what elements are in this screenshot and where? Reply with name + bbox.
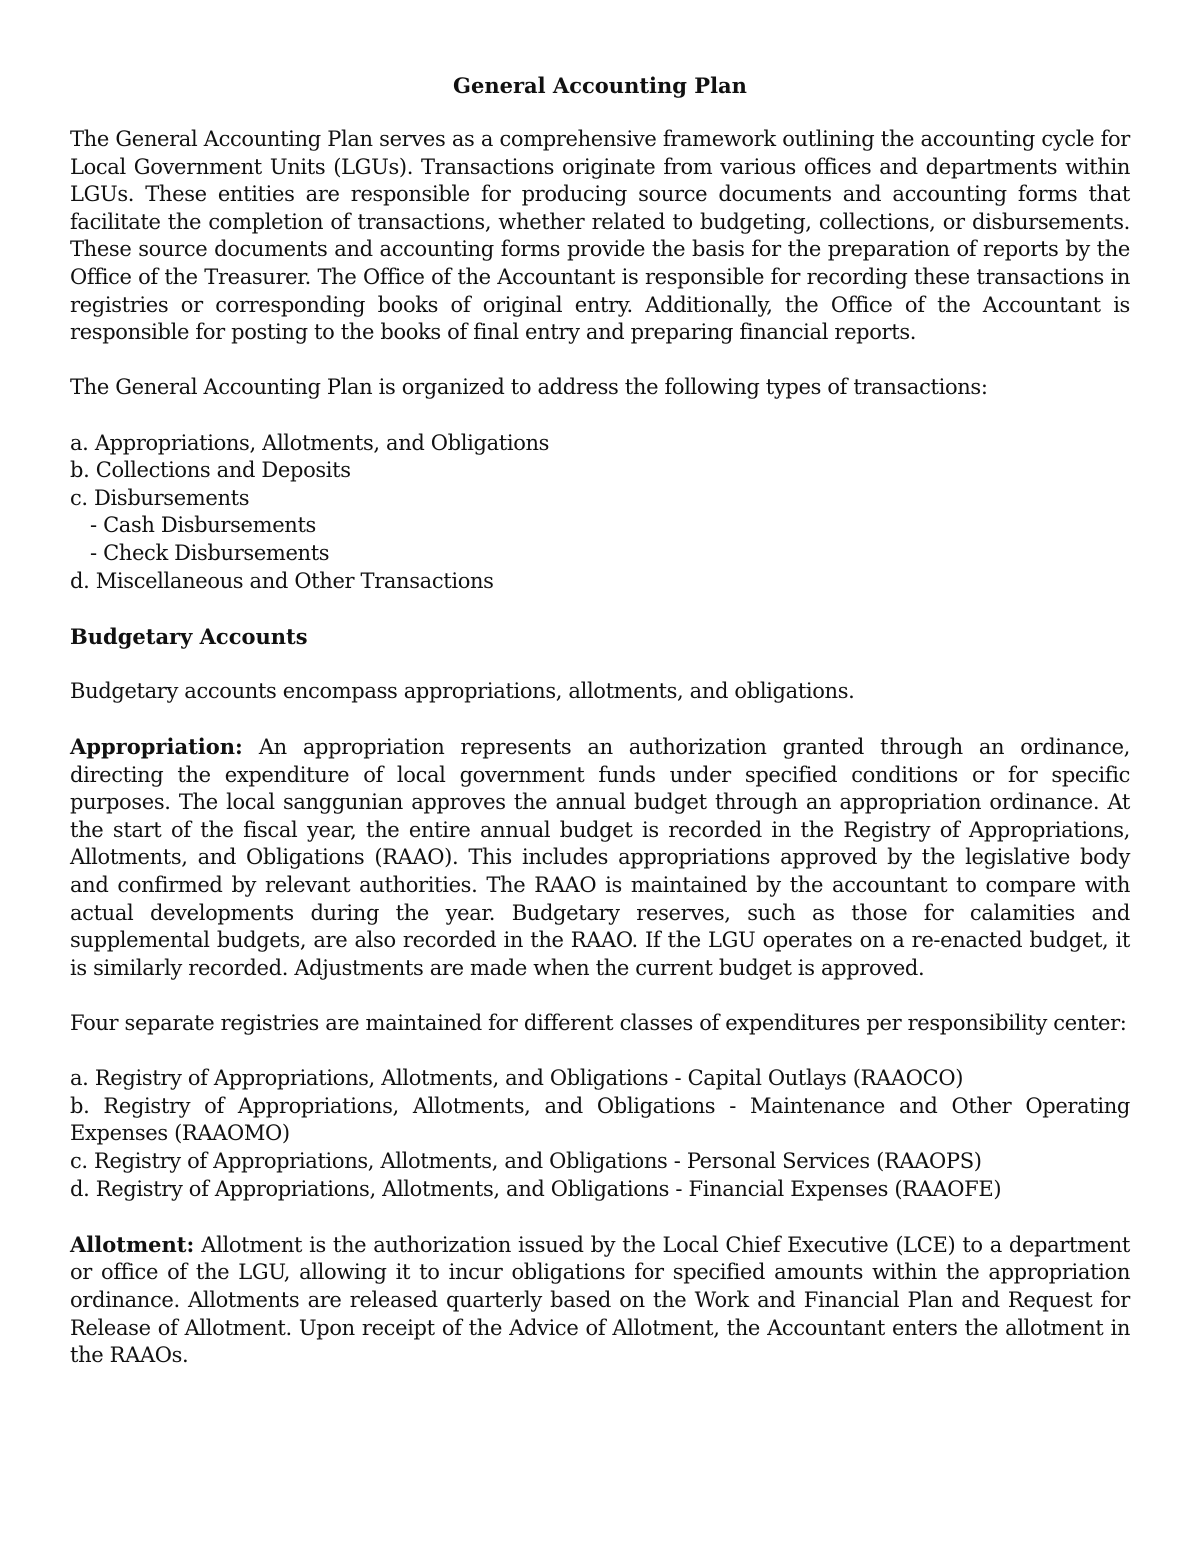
registries-intro-paragraph: Four separate registries are maintained for different classes of expenditures per responsibility center: — [70, 1011, 1127, 1035]
list-subitem: - Cash Disbursements — [90, 513, 316, 538]
list-item: d. Miscellaneous and Other Transactions — [70, 568, 494, 593]
list-subitem: - Check Disbursements — [90, 540, 330, 565]
registries-list — [70, 1065, 1130, 1203]
list-item: c. Disbursements — [70, 485, 250, 510]
organized-paragraph: The General Accounting Plan is organized to address the following types of transactions: — [70, 375, 988, 400]
appropriation-term: Appropriation: — [70, 734, 243, 760]
list-item: b. Collections and Deposits — [70, 458, 351, 483]
list-item: d. Registry of Appropriations, Allotments, and Obligations - Financial Expenses (RAAOFE) — [70, 1176, 1002, 1201]
list-item: b. Registry of Appropriations, Allotments, and Obligations - Maintenance and Other Operating Expenses (RAAOMO) — [70, 1093, 1130, 1146]
list-item: a. Registry of Appropriations, Allotments, and Obligations - Capital Outlays (RAAOCO) — [70, 1066, 964, 1091]
list-item: c. Registry of Appropriations, Allotments, and Obligations - Personal Services (RAAOPS) — [70, 1148, 982, 1173]
allotment-paragraph — [70, 1231, 1130, 1370]
document-title: General Accounting Plan — [453, 73, 747, 98]
allotment-text: Allotment is the authorization issued by the Local Chief Executive (LCE) to a department or office of the LGU, allowing it to incur obligations for specified amounts within the appropriation ordinance. Allotments are released quarterly based on the Work and Financial Plan and Request for Release of Allotment. Upon receipt of the Advice of Allotment, the Accountant enters the allotment in the RAAOs. — [70, 1232, 1130, 1368]
allotment-term: Allotment: — [70, 1231, 195, 1257]
transaction-types-list — [70, 430, 1130, 596]
budgetary-intro-paragraph: Budgetary accounts encompass appropriations, allotments, and obligations. — [70, 678, 855, 703]
appropriation-paragraph — [70, 733, 1130, 982]
budgetary-accounts-heading: Budgetary Accounts — [70, 623, 308, 649]
intro-paragraph: The General Accounting Plan serves as a comprehensive framework outlining the accounting cycle for Local Government Units (LGUs). Transactions originate from various offices and departments within LGUs. These entities are responsible for producing source documents and accounting forms that facilitate the completion of transactions, whether related to budgeting, collections, or disbursements. These source documents and accounting forms provide the basis for the preparation of reports by the Office of the Treasurer. The Office of the Accountant is responsible for recording these transactions in registries or corresponding books of original entry. Additionally, the Office of the Accountant is responsible for posting to the books of final entry and preparing financial reports. — [70, 127, 1130, 345]
appropriation-text: An appropriation represents an authorization granted through an ordinance, directing the expenditure of local government funds under specified conditions or for specific purposes. The local sanggunian approves the annual budget through an appropriation ordinance. At the start of the fiscal year, the entire annual budget is recorded in the Registry of Appropriations, Allotments, and Obligations (RAAO). This includes appropriations approved by the legislative body and confirmed by relevant authorities. The RAAO is maintained by the accountant to compare with actual developments during the year. Budgetary reserves, such as those for calamities and supplemental budgets, are also recorded in the RAAO. If the LGU operates on a re-enacted budget, it is similarly recorded. Adjustments are made when the current budget is approved. — [70, 735, 1130, 980]
list-item: a. Appropriations, Allotments, and Obligations — [70, 430, 550, 455]
